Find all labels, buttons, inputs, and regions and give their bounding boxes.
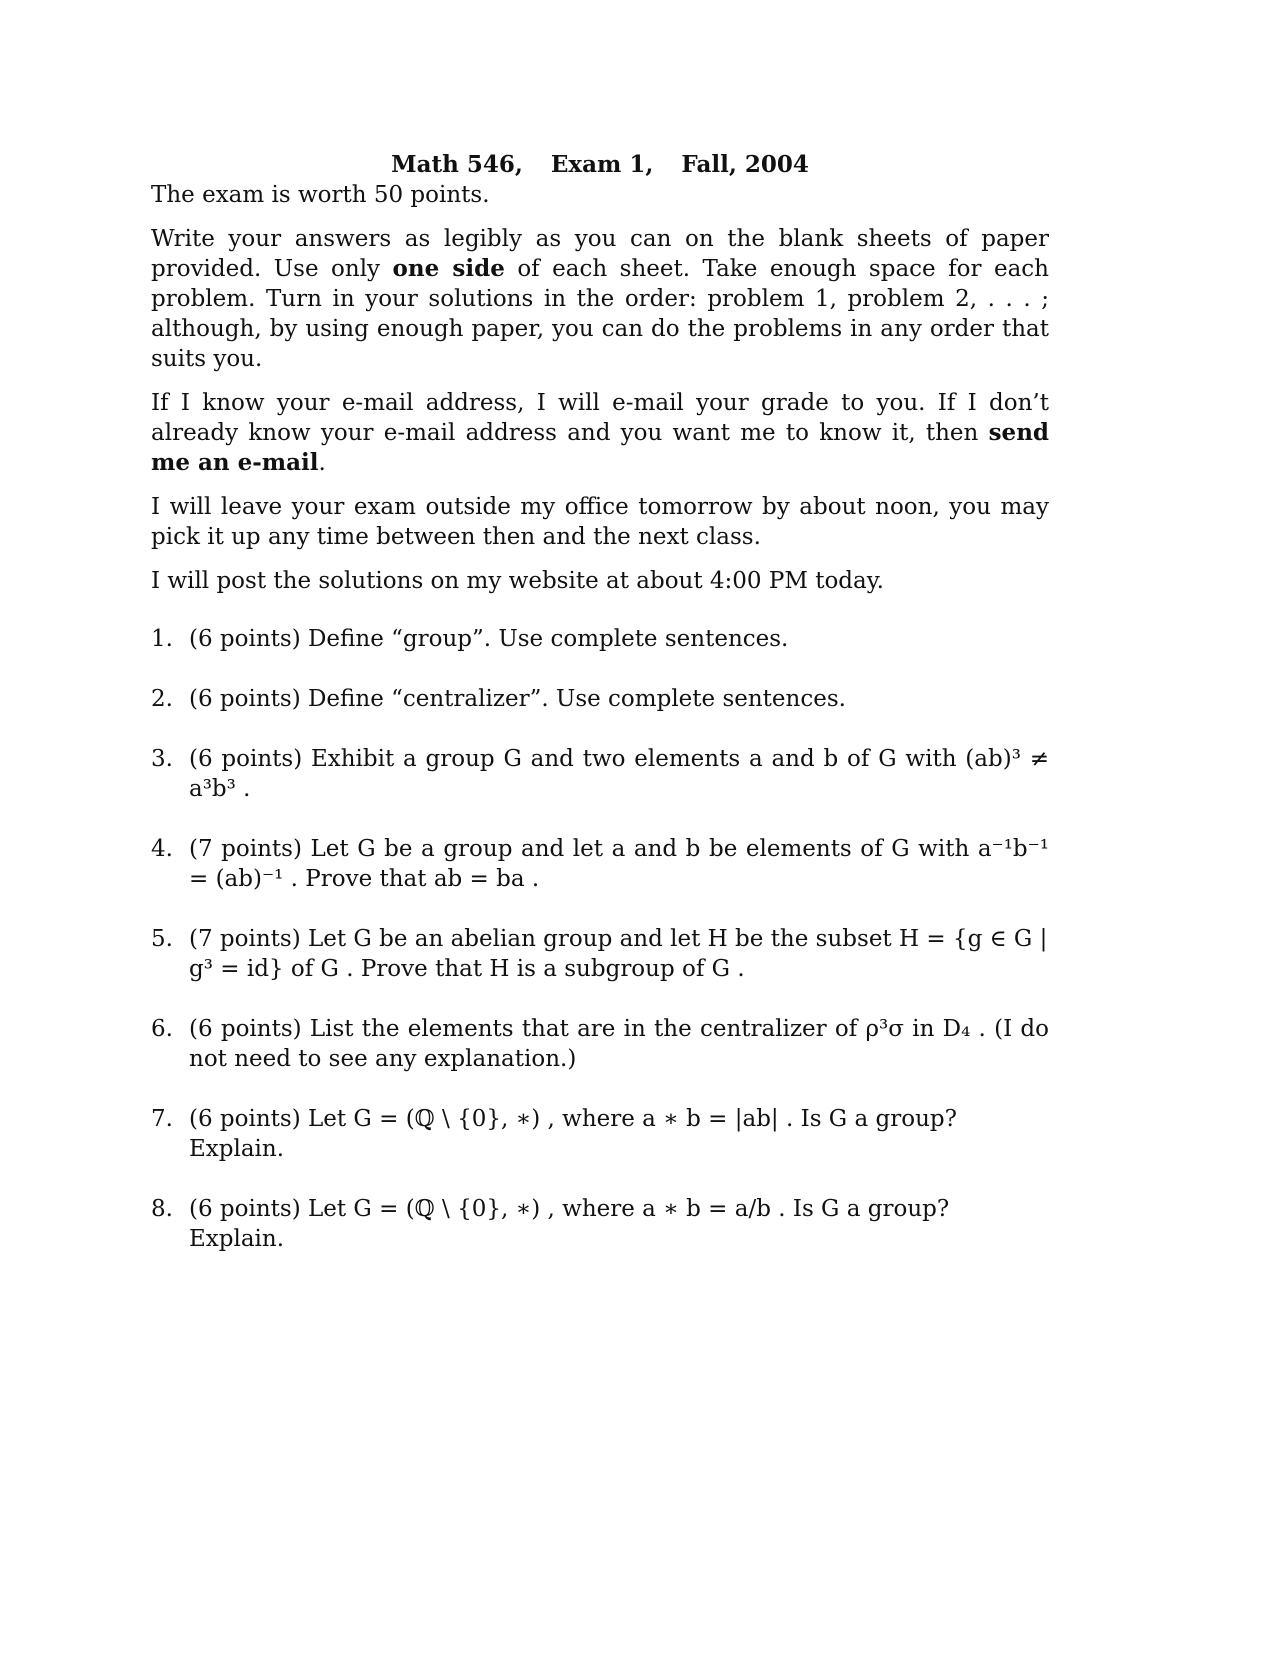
email-text: If I know your e-mail address, I will e-mail your grade to you. If I don’t already know your e-mail address and you want me to know it, then bbox=[151, 390, 1049, 446]
problem-item bbox=[151, 834, 1049, 894]
problem-number: 8. bbox=[151, 1196, 173, 1222]
problem-item bbox=[151, 624, 1049, 654]
exam-page bbox=[151, 150, 1049, 1284]
problem-text: (6 points) Let G = (ℚ \ {0}, ∗) , where a ∗ b = |ab| . Is G a group? Explain. bbox=[189, 1106, 957, 1162]
problem-item bbox=[151, 1194, 1049, 1254]
instructions-paragraph bbox=[151, 224, 1049, 374]
problem-number: 5. bbox=[151, 926, 173, 952]
email-paragraph bbox=[151, 388, 1049, 478]
problem-item bbox=[151, 684, 1049, 714]
instructions-text-1: Write your answers as legibly as you can on the blank sheets of paper provided. Use only bbox=[151, 226, 1049, 282]
problem-text: (7 points) Let G be an abelian group and let H be the subset H = {g ∈ G | g³ = id} of G . Prove that H is a subgroup of G . bbox=[189, 926, 1048, 982]
course-label: Math 546, bbox=[391, 151, 523, 178]
problem-item bbox=[151, 744, 1049, 804]
problem-number: 1. bbox=[151, 626, 173, 652]
problem-item bbox=[151, 1104, 1049, 1164]
exam-title bbox=[151, 150, 1049, 180]
problem-text: (6 points) List the elements that are in the centralizer of ρ³σ in D₄ . (I do not need to see any explanation.) bbox=[189, 1016, 1049, 1072]
problem-list bbox=[151, 624, 1049, 1254]
solutions-paragraph: I will post the solutions on my website at about 4:00 PM today. bbox=[151, 568, 884, 594]
pickup-paragraph: I will leave your exam outside my office tomorrow by about noon, you may pick it up any time between then and the next class. bbox=[151, 494, 1049, 550]
problem-text: (7 points) Let G be a group and let a and b be elements of G with a⁻¹b⁻¹ = (ab)⁻¹ . Prove that ab = ba . bbox=[189, 836, 1049, 892]
instructions-bold: one side bbox=[392, 255, 505, 282]
problem-text: (6 points) Let G = (ℚ \ {0}, ∗) , where a ∗ b = a/b . Is G a group? Explain. bbox=[189, 1196, 950, 1252]
instructions-text-2: of each sheet. Take enough space for each problem. Turn in your solutions in the order: problem 1, problem 2, . . . ; although, by using enough paper, you can do the problems in any order that suits you. bbox=[151, 256, 1049, 372]
email-period: . bbox=[318, 450, 326, 476]
problem-text: (6 points) Define “group”. Use complete sentences. bbox=[189, 626, 789, 652]
email-bold: send me an e-mail bbox=[151, 419, 1049, 476]
exam-label: Exam 1, bbox=[550, 151, 654, 178]
term-label: Fall, 2004 bbox=[681, 151, 809, 178]
problem-text: (6 points) Exhibit a group G and two elements a and b of G with (ab)³ ≠ a³b³ . bbox=[189, 746, 1049, 802]
problem-text: (6 points) Define “centralizer”. Use complete sentences. bbox=[189, 686, 846, 712]
problem-number: 3. bbox=[151, 746, 173, 772]
problem-number: 2. bbox=[151, 686, 173, 712]
points-worth: The exam is worth 50 points. bbox=[151, 182, 490, 208]
problem-number: 7. bbox=[151, 1106, 173, 1132]
problem-item bbox=[151, 1014, 1049, 1074]
problem-number: 6. bbox=[151, 1016, 173, 1042]
problem-item bbox=[151, 924, 1049, 984]
problem-number: 4. bbox=[151, 836, 173, 862]
